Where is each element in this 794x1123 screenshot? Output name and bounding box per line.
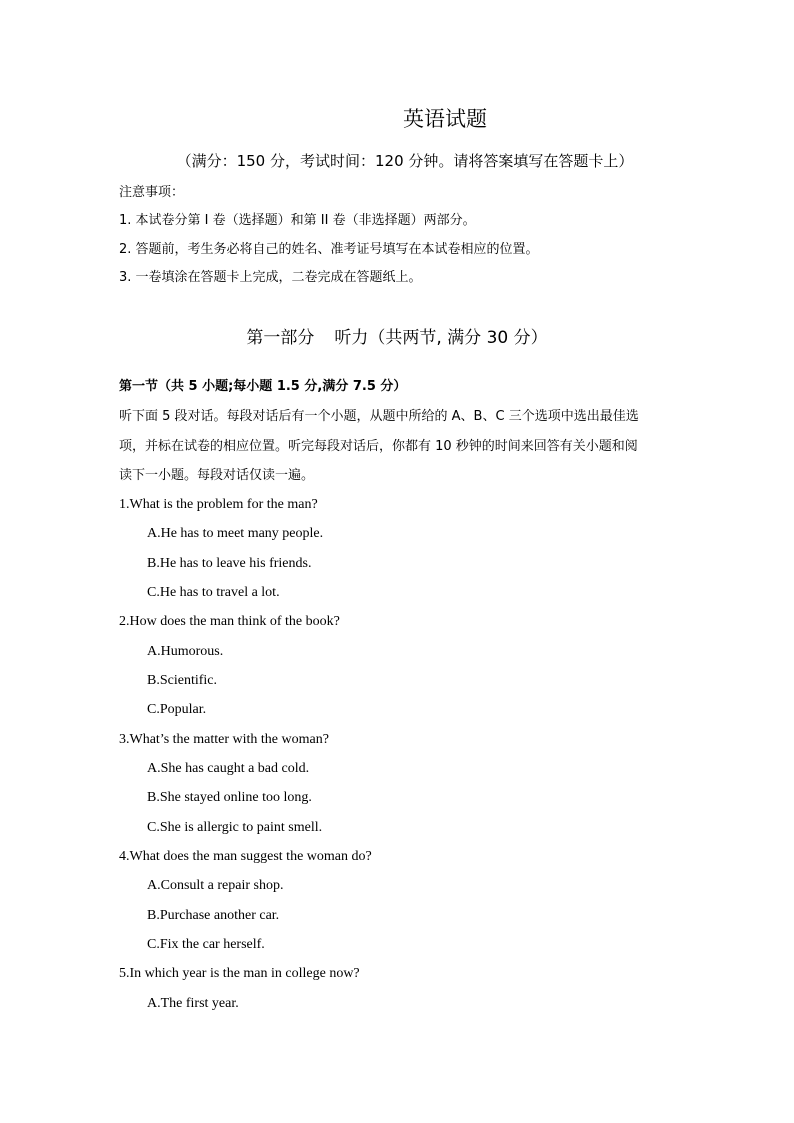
part-one-description: 听力（共两节, 满分 30 分）	[334, 328, 548, 348]
question-option: B.Scientific.	[147, 673, 217, 688]
note-item: 2. 答题前，考生务必将自己的姓名、准考证号填写在本试卷相应的位置。	[119, 242, 539, 257]
question-option: B.Purchase another car.	[147, 908, 280, 923]
question-stem: 2.How does the man think of the book?	[119, 614, 340, 629]
instruction-line: 项，并标在试卷的相应位置。听完每段对话后，你都有 10 秒钟的时间来回答有关小题和阅	[119, 438, 638, 454]
question-stem: 3.What’s the matter with the woman?	[119, 732, 329, 747]
question-stem: 4.What does the man suggest the woman do?	[119, 849, 372, 864]
question-option: A.She has caught a bad cold.	[147, 761, 310, 776]
question-option: C.Fix the car herself.	[147, 937, 265, 952]
part-one-label: 第一部分	[246, 328, 315, 348]
question-option: A.He has to meet many people.	[147, 526, 324, 541]
notes-heading: 注意事项：	[119, 185, 185, 200]
part-one-title	[0, 324, 794, 352]
exam-info-subtitle: （满分：150 分，考试时间：120 分钟。请将答案填写在答题卡上）	[176, 152, 634, 170]
question-stem: 5.In which year is the man in college now?	[119, 966, 360, 981]
section-instructions	[119, 402, 679, 491]
note-item: 1. 本试卷分第 I 卷（选择题）和第 II 卷（非选择题）两部分。	[119, 213, 476, 228]
question-stem: 1.What is the problem for the man?	[119, 497, 318, 512]
question-option: B.She stayed online too long.	[147, 790, 312, 805]
question-option: C.She is allergic to paint smell.	[147, 820, 323, 835]
question-option: B.He has to leave his friends.	[147, 556, 312, 571]
instruction-line: 读下一小题。每段对话仅读一遍。	[119, 468, 315, 483]
question-option: A.Consult a repair shop.	[147, 878, 284, 893]
question-option: A.The first year.	[147, 996, 239, 1011]
question-option: A.Humorous.	[147, 644, 224, 659]
note-item: 3. 一卷填涂在答题卡上完成，二卷完成在答题纸上。	[119, 270, 422, 285]
page-title: 英语试题	[403, 107, 487, 131]
section-one-heading: 第一节（共 5 小题;每小题 1.5 分,满分 7.5 分）	[119, 379, 407, 394]
question-option: C.Popular.	[147, 702, 207, 717]
question-option: C.He has to travel a lot.	[147, 585, 280, 600]
instruction-line: 听下面 5 段对话。每段对话后有一个小题，从题中所给的 A、B、C 三个选项中选出最佳选	[119, 409, 639, 424]
